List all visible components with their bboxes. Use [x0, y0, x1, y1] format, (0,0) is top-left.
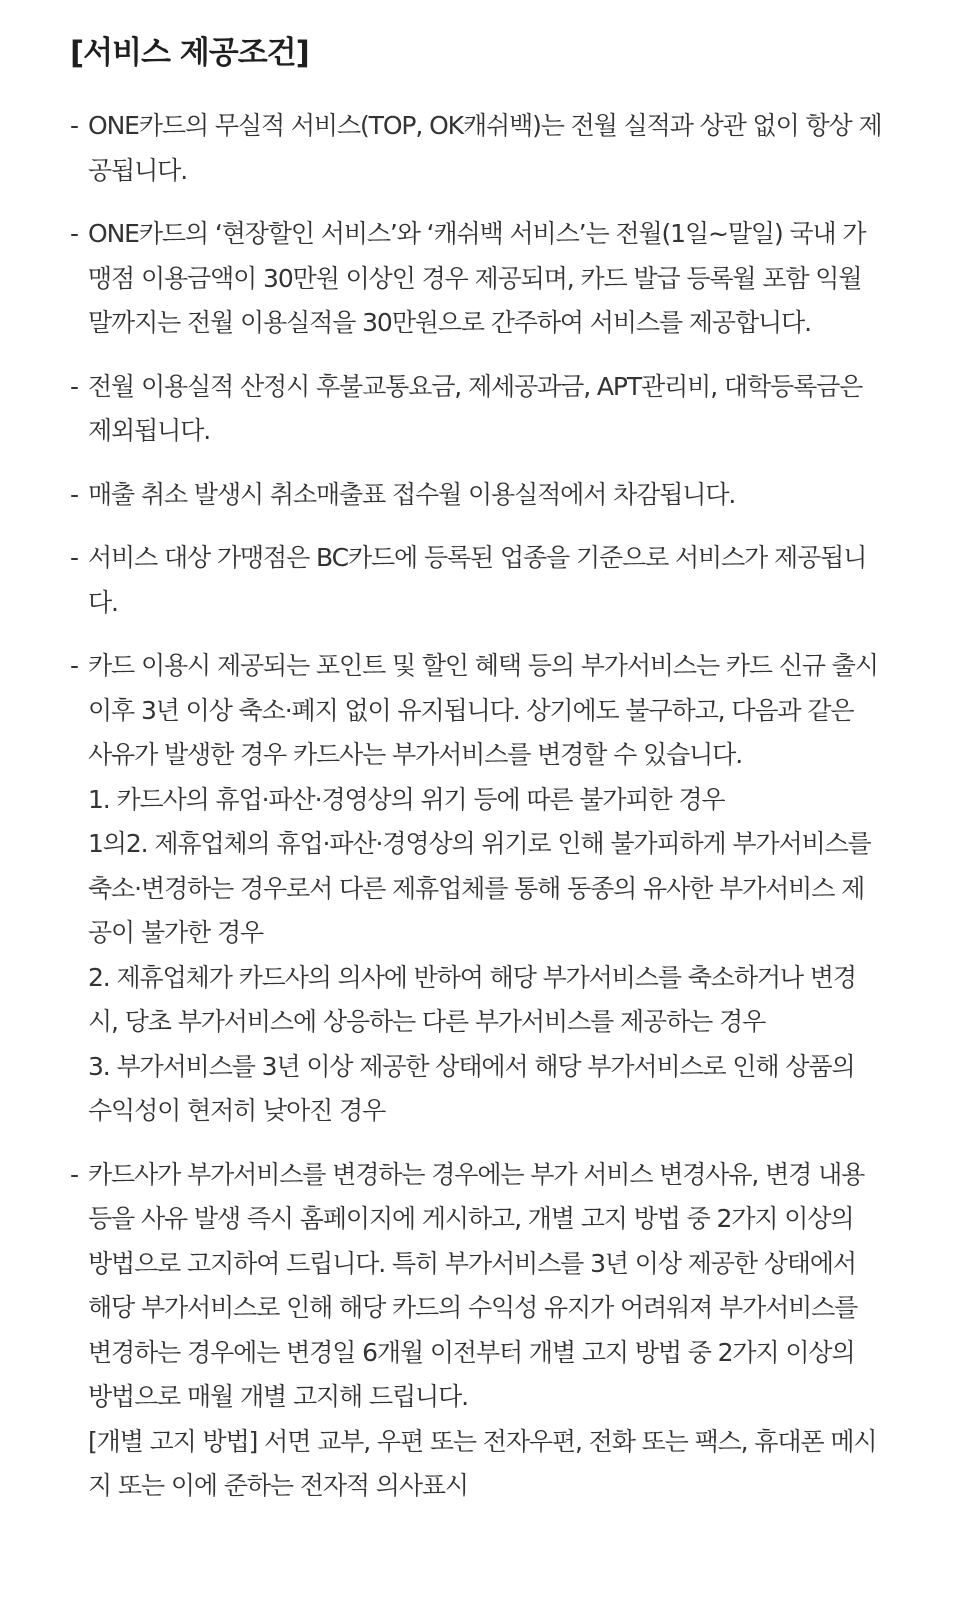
condition-text: 매출 취소 발생시 취소매출표 접수월 이용실적에서 차감됩니다.: [88, 479, 736, 509]
condition-text: ONE카드의 ‘현장할인 서비스’와 ‘캐쉬백 서비스’는 전월(1일~말일) 국내 가맹점 이용금액이 30만원 이상인 경우 제공되며, 카드 발급 등록월 포함 익월말까지는 전월 이용실적을 30만원으로 간주하여 서비스를 제공합니다.: [88, 219, 866, 337]
section-title: [서비스 제공조건]: [70, 35, 309, 71]
condition-text: 카드사가 부가서비스를 변경하는 경우에는 부가 서비스 변경사유, 변경 내용 등을 사유 발생 즉시 홈페이지에 게시하고, 개별 고지 방법 중 2가지 이상의 방법으로 고지하여 드립니다. 특히 부가서비스를 3년 이상 제공한 상태에서 해당 부가서비스로 인해 해당 카드의 수익성 유지가 어려워져 부가서비스를 변경하는 경우에는 변경일 6개월 이전부터 개별 고지 방법 중 2가지 이상의 방법으로 매월 개별 고지해 드립니다.: [88, 1159, 865, 1411]
condition-item: [70, 644, 882, 1134]
conditions-list: [70, 104, 882, 1509]
bullet-dash: -: [70, 111, 78, 140]
condition-item: [70, 1153, 882, 1509]
condition-text: 카드 이용시 제공되는 포인트 및 할인 혜택 등의 부가서비스는 카드 신규 출시 이후 3년 이상 축소·폐지 없이 유지됩니다. 상기에도 불구하고, 다음과 같은 사유가 발생한 경우 카드사는 부가서비스를 변경할 수 있습니다.: [88, 651, 878, 769]
change-reason-3: 3. 부가서비스를 3년 이상 제공한 상태에서 해당 부가서비스로 인해 상품의 수익성이 현저히 낮아진 경우: [88, 1051, 855, 1125]
change-reason-2: 2. 제휴업체가 카드사의 의사에 반하여 해당 부가서비스를 축소하거나 변경 시, 당초 부가서비스에 상응하는 다른 부가서비스를 제공하는 경우: [88, 962, 856, 1036]
condition-item: [70, 536, 882, 625]
notice-methods: [개별 고지 방법] 서면 교부, 우편 또는 전자우편, 전화 또는 팩스, 휴대폰 메시지 또는 이에 준하는 전자적 의사표시: [88, 1426, 877, 1500]
condition-item: [70, 473, 882, 518]
bullet-dash: -: [70, 1159, 78, 1189]
bullet-dash: -: [70, 219, 78, 248]
condition-text: 서비스 대상 가맹점은 BC카드에 등록된 업종을 기준으로 서비스가 제공됩니다.: [88, 543, 867, 617]
condition-item: [70, 104, 882, 193]
condition-text: ONE카드의 무실적 서비스(TOP, OK캐쉬백)는 전월 실적과 상관 없이 항상 제공됩니다.: [88, 111, 882, 185]
bullet-dash: -: [70, 543, 78, 572]
condition-item: [70, 365, 882, 454]
bullet-dash: -: [70, 651, 78, 680]
condition-text: 전월 이용실적 산정시 후불교통요금, 제세공과금, APT관리비, 대학등록금은 제외됩니다.: [88, 371, 863, 445]
condition-item: [70, 212, 882, 346]
bullet-dash: -: [70, 371, 78, 401]
change-reason-1: 1. 카드사의 휴업·파산·경영상의 위기 등에 따른 불가피한 경우: [88, 784, 725, 814]
change-reason-1-2: 1의2. 제휴업체의 휴업·파산·경영상의 위기로 인해 불가피하게 부가서비스를 축소·변경하는 경우로서 다른 제휴업체를 통해 동종의 유사한 부가서비스 제공이 불가한 경우: [88, 829, 871, 947]
bullet-dash: -: [70, 479, 78, 509]
